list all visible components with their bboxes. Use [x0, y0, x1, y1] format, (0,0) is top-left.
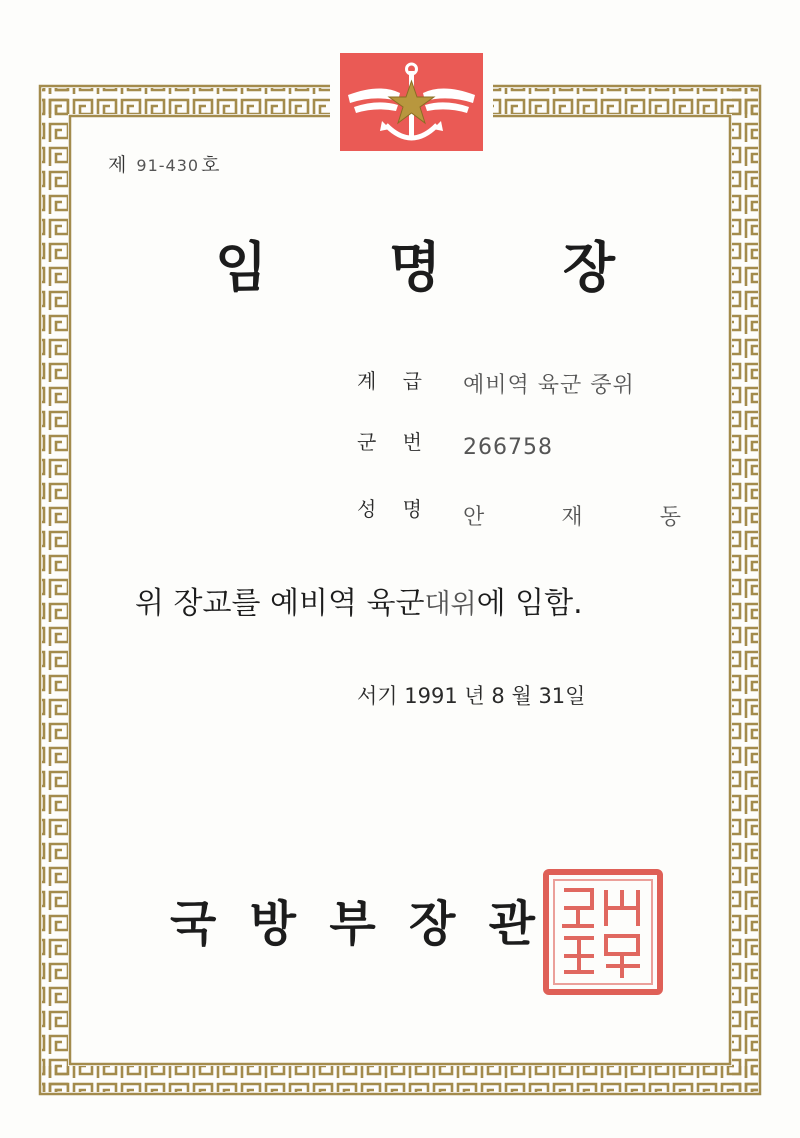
- issuer-char: 국: [170, 896, 217, 952]
- official-seal-icon: [542, 868, 664, 996]
- service-number-value: 266758: [463, 435, 553, 460]
- statement-rank: 대위: [424, 589, 477, 620]
- issuer-title: [170, 885, 535, 954]
- title-char: 장: [562, 236, 615, 299]
- name-char: 재: [561, 505, 583, 530]
- issuer-char: 부: [329, 896, 376, 952]
- issuer-char: 관: [488, 896, 535, 952]
- date-day: 31: [538, 684, 566, 708]
- name-char: 안: [463, 505, 485, 530]
- title-char: 명: [388, 236, 442, 299]
- document-number-value: 91-430: [136, 156, 200, 175]
- statement-before: 위 장교를 예비역 육군: [135, 586, 425, 621]
- statement-after: 에 임함.: [476, 586, 583, 621]
- name-char: 동: [659, 505, 681, 530]
- document-number-suffix: 호: [201, 154, 221, 176]
- document-number: [108, 150, 220, 177]
- issue-date: [357, 680, 585, 710]
- date-month: 8: [491, 684, 505, 708]
- date-month-unit: 월: [511, 684, 532, 708]
- ministry-of-defense-emblem-icon: [340, 53, 483, 151]
- title-char: 임: [215, 236, 268, 299]
- date-day-unit: 일: [565, 684, 586, 708]
- date-era: 서기: [357, 684, 398, 708]
- name-label: 성 명: [357, 497, 432, 521]
- name-value: [463, 500, 681, 531]
- appointment-statement: [135, 578, 583, 622]
- rank-label: 계 급: [357, 369, 432, 393]
- issuer-char: 장: [408, 896, 456, 952]
- service-number-label: 군 번: [357, 430, 432, 454]
- issuer-char: 방: [249, 896, 297, 952]
- date-year-unit: 년: [464, 684, 485, 708]
- date-year: 1991: [404, 684, 458, 708]
- rank-value: 예비역 육군 중위: [463, 373, 635, 398]
- document-number-prefix: 제: [108, 154, 128, 176]
- certificate-title: [215, 225, 615, 302]
